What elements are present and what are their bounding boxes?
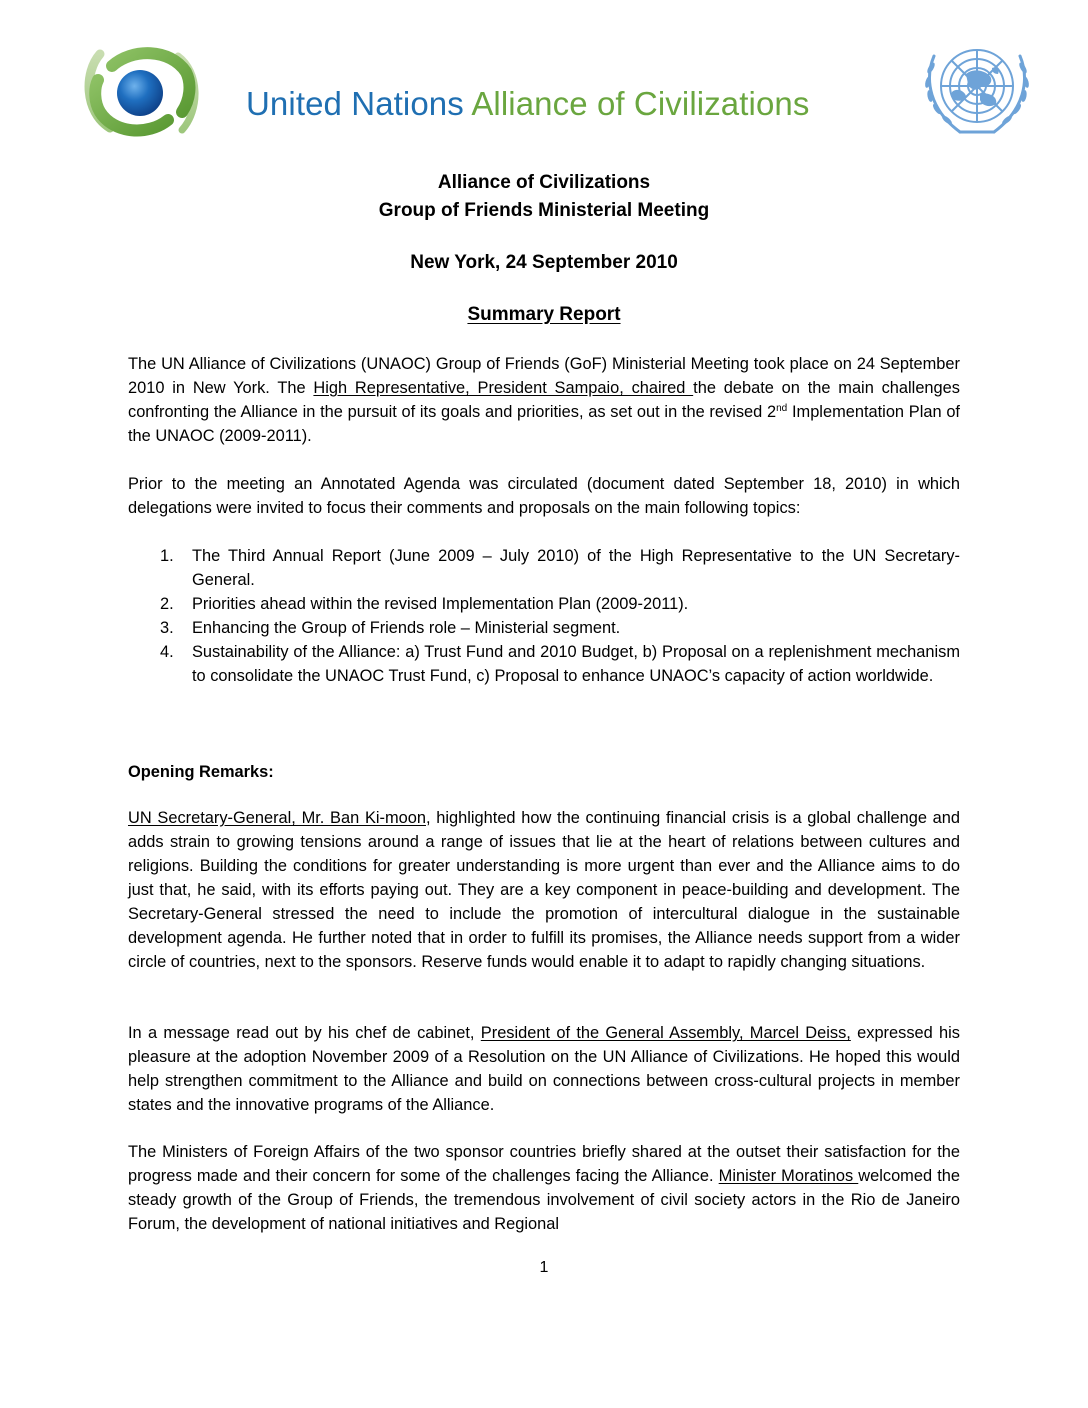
org-name-alliance: Alliance of Civilizations	[471, 85, 810, 122]
organization-name	[246, 84, 809, 124]
minister-moratinos-reference: Minister Moratinos	[718, 1167, 859, 1185]
org-name-un: United Nations	[246, 85, 464, 122]
general-assembly-text-b: expressed his pleasure at the adoption November 2009 of a Resolution on the UN Alliance of Civilizations. He hoped this would help strengthen commitment to the Alliance and build on connections between cross-cultural projects in member states and the innovative programs of the Alliance.	[128, 1024, 961, 1114]
un-emblem-icon	[918, 40, 1036, 140]
agenda-item-text: Priorities ahead within the revised Implementation Plan (2009-2011).	[192, 595, 689, 613]
agenda-item-number: 3.	[160, 619, 174, 637]
letterhead	[0, 0, 1088, 160]
document-subtitle: Group of Friends Ministerial Meeting	[378, 200, 710, 221]
secretary-general-text: , highlighted how the continuing financial crisis is a global challenge and adds strain to growing tensions around a range of issues that lie at the heart of relations between cultures and religions. Building the conditions for greater understanding is more urgent than ever and the Alliance aims to do just that, he said, with its efforts paying out. They are a key component in peace-building and development. The Secretary-General stressed the need to include the promotion of intercultural dialogue in the sustainable development agenda. He further noted that in order to fulfill its promises, the Alliance needs support from a wider circle of countries, next to the sponsors. Reserve funds would enable it to adapt to rapidly changing situations.	[128, 809, 961, 971]
general-assembly-text-a: In a message read out by his chef de cabinet,	[128, 1024, 481, 1042]
agenda-list	[128, 544, 960, 688]
agenda-item-text: The Third Annual Report (June 2009 – July 2010) of the High Representative to the UN Secretary-General.	[192, 547, 960, 589]
intro-paragraph	[128, 352, 960, 448]
agenda-item	[128, 592, 960, 616]
agenda-item-text: Sustainability of the Alliance: a) Trust Fund and 2010 Budget, b) Proposal on a replenishment mechanism to consolidate the UNAOC Trust Fund, c) Proposal to enhance UNAOC’s capacity of action worldwide.	[192, 643, 960, 685]
secretary-general-paragraph	[128, 806, 960, 974]
general-assembly-president-reference: President of the General Assembly, Marcel Deiss,	[480, 1024, 851, 1042]
agenda-item	[128, 640, 960, 688]
document-title: Alliance of Civilizations	[437, 172, 651, 193]
agenda-intro-paragraph: Prior to the meeting an Annotated Agenda was circulated (document dated September 18, 2010) in which delegations were invited to focus their comments and proposals on the main following topics:	[128, 475, 960, 517]
agenda-item-number: 2.	[160, 595, 174, 613]
agenda-item-number: 4.	[160, 643, 174, 661]
agenda-item	[128, 544, 960, 592]
agenda-item	[128, 616, 960, 640]
intro-text-b: the debate on the main challenges confronting the Alliance in the pursuit of its goals and priorities, as set out in the revised 2	[128, 379, 960, 421]
intro-text-a: The UN Alliance of Civilizations (UNAOC) Group of Friends (GoF) Ministerial Meeting took place on 24 September 2010 in New York. The	[128, 355, 960, 397]
opening-remarks-heading: Opening Remarks:	[128, 763, 274, 781]
ministers-text-b: welcomed the steady growth of the Group of Friends, the tremendous involvement of civil society actors in the Rio de Janeiro Forum, the development of national initiatives and Regional	[128, 1167, 960, 1233]
ministers-paragraph	[128, 1140, 960, 1236]
alliance-of-civilizations-logo-icon	[82, 42, 202, 140]
page-number: 1	[539, 1259, 549, 1276]
agenda-item-number: 1.	[160, 547, 174, 565]
location-date: New York, 24 September 2010	[410, 252, 678, 273]
secretary-general-reference: UN Secretary-General, Mr. Ban Ki-moon	[128, 809, 426, 827]
general-assembly-paragraph	[128, 1021, 960, 1117]
intro-text-c: Implementation Plan of the UNAOC (2009-2011).	[128, 403, 960, 445]
report-type-heading: Summary Report	[467, 304, 621, 325]
agenda-item-text: Enhancing the Group of Friends role – Ministerial segment.	[192, 619, 621, 637]
ministers-text-a: The Ministers of Foreign Affairs of the two sponsor countries briefly shared at the outset their satisfaction for the progress made and their concern for some of the challenges facing the Alliance.	[128, 1143, 960, 1185]
high-representative-reference: High Representative, President Sampaio, chaired	[313, 379, 694, 397]
ordinal-superscript: nd	[776, 403, 788, 414]
